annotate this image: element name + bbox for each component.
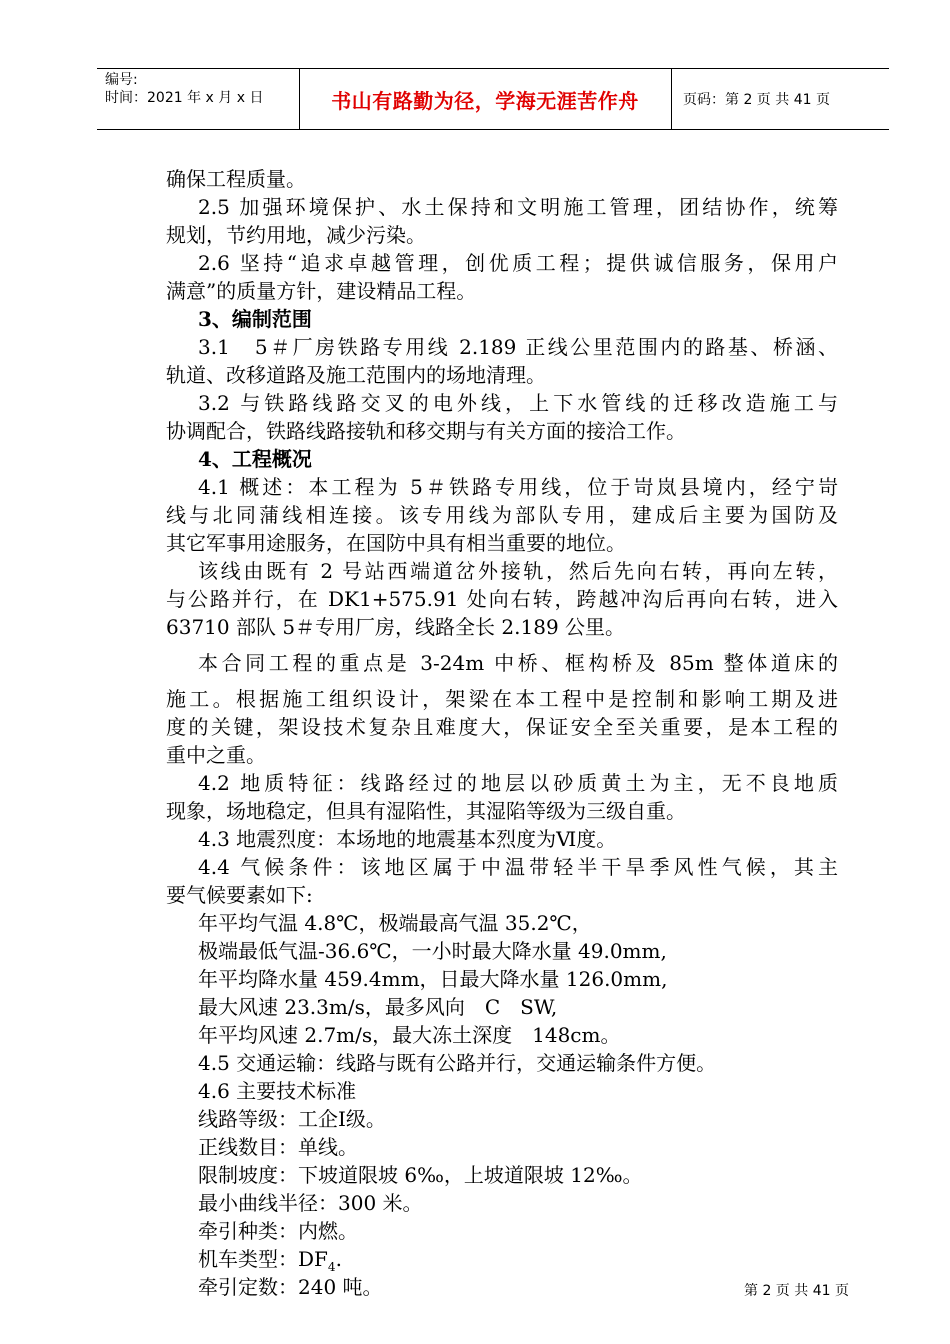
- body-line: 年平均降水量 459.4mm，日最大降水量 126.0mm,: [198, 967, 668, 991]
- body-line: 本合同工程的重点是 3-24m 中桥、框构桥及 85m 整体道床的: [198, 651, 838, 675]
- body-line: 限制坡度：下坡道限坡 6‰，上坡道限坡 12‰。: [198, 1163, 643, 1187]
- body-line: 要气候要素如下:: [166, 883, 313, 907]
- body-line: 正线数目：单线。: [198, 1135, 358, 1159]
- body-line: 满意”的质量方针，建设精品工程。: [166, 279, 477, 303]
- body-line: 牵引种类：内燃。: [198, 1219, 358, 1243]
- body-line: 轨道、改移道路及施工范围内的场地清理。: [166, 363, 546, 387]
- body-line: 4.6 主要技术标准: [198, 1079, 357, 1103]
- body-line: 施工。根据施工组织设计，架梁在本工程中是控制和影响工期及进: [166, 687, 838, 711]
- body-line: 极端最低气温-36.6℃，一小时最大降水量 49.0mm,: [198, 939, 667, 963]
- body-line: 年平均风速 2.7m/s，最大冻土深度 148cm。: [198, 1023, 621, 1047]
- body-line: 2.6 坚持“追求卓越管理，创优质工程；提供诚信服务，保用户: [198, 251, 838, 275]
- body-line: 线与北同蒲线相连接。该专用线为部队专用，建成后主要为国防及: [166, 503, 838, 527]
- body-line: 机车类型：$DF_4$.: [198, 1247, 342, 1274]
- body-line: 线路等级：工企Ⅰ级。: [198, 1107, 386, 1131]
- body-line: 现象，场地稳定，但具有湿陷性，其湿陷等级为三级自重。: [166, 799, 686, 823]
- body-line: 3.2 与铁路线路交叉的电外线，上下水管线的迁移改造施工与: [198, 391, 838, 415]
- body-line: 其它军事用途服务，在国防中具有相当重要的地位。: [166, 531, 626, 555]
- body-line: 规划，节约用地，减少污染。: [166, 223, 426, 247]
- body-line: 4.3 地震烈度：本场地的地震基本烈度为Ⅵ度。: [198, 827, 617, 851]
- body-line: 确保工程质量。: [166, 167, 306, 191]
- section-heading: 4、工程概况: [198, 447, 312, 471]
- body-line: 63710 部队 5＃专用厂房，线路全长 2.189 公里。: [166, 615, 626, 639]
- body-line: 2.5 加强环境保护、水土保持和文明施工管理，团结协作，统筹: [198, 195, 838, 219]
- body-line: 牵引定数：240 吨。: [198, 1275, 383, 1299]
- section-heading: 3、编制范围: [198, 307, 312, 331]
- body-line: 该线由既有 2 号站西端道岔外接轨，然后先向右转，再向左转，: [198, 559, 838, 583]
- document-time: 时间：2021 年 x 月 x 日: [105, 90, 264, 106]
- body-line: 最小曲线半径：300 米。: [198, 1191, 423, 1215]
- page-header: [97, 68, 889, 130]
- header-meta: [105, 71, 305, 107]
- body-line: 4.5 交通运输：线路与既有公路并行，交通运输条件方便。: [198, 1051, 717, 1075]
- body-line: 年平均气温 4.8℃，极端最高气温 35.2℃，: [198, 911, 592, 935]
- body-line: 4.4 气候条件：该地区属于中温带轻半干旱季风性气候，其主: [198, 855, 838, 879]
- header-motto: 书山有路勤为径，学海无涯苦作舟: [331, 88, 639, 113]
- body-line: 重中之重。: [166, 743, 266, 767]
- document-number-label: 编号:: [105, 72, 138, 88]
- header-page-info: 页码：第 2 页 共 41 页: [683, 92, 830, 108]
- body-line: 最大风速 23.3m/s，最多风向 C SW,: [198, 995, 558, 1019]
- body-line: 4.2 地质特征：线路经过的地层以砂质黄土为主，无不良地质: [198, 771, 838, 795]
- page-footer: 第 2 页 共 41 页: [744, 1283, 849, 1299]
- body-line: 与公路并行，在 DK1+575.91 处向右转，跨越冲沟后再向右转，进入: [166, 587, 838, 611]
- body-line: 协调配合，铁路线路接轨和移交期与有关方面的接洽工作。: [166, 419, 686, 443]
- header-divider: [671, 69, 672, 129]
- body-line: 3.1 5＃厂房铁路专用线 2.189 正线公里范围内的路基、桥涵、: [198, 335, 838, 359]
- body-line: 4.1 概述：本工程为 5＃铁路专用线，位于岢岚县境内，经宁岢: [198, 475, 838, 499]
- body-line: 度的关键，架设技术复杂且难度大，保证安全至关重要，是本工程的: [166, 715, 838, 739]
